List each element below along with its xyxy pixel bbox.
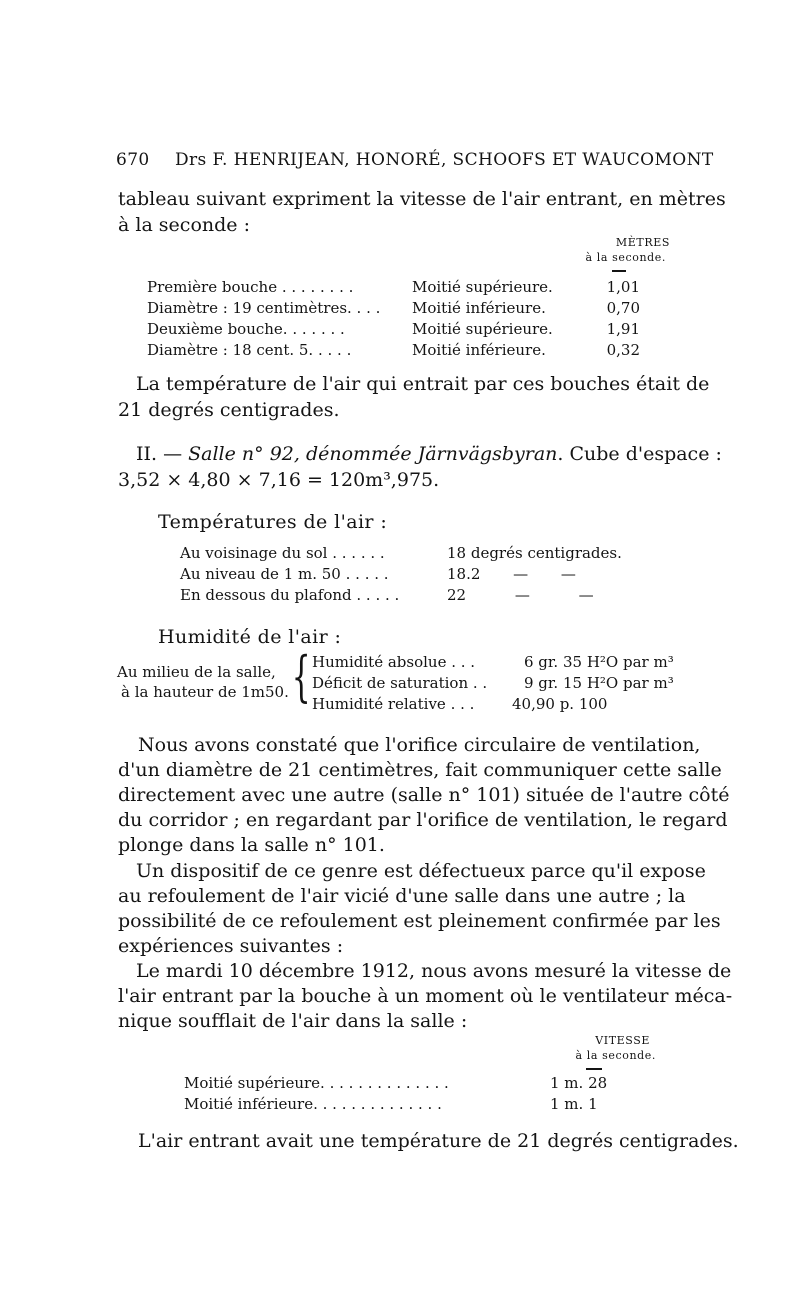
table2-unit-rule [586, 1068, 602, 1070]
intro-line-2: à la seconde : [118, 214, 250, 236]
table1-row-label: Deuxième bouche. . . . . . . [147, 320, 345, 338]
humidity-row-label: Humidité relative . . . [312, 695, 475, 713]
para1-line: du corridor ; en regardant par l'orifice de ventilation, le regard [118, 809, 728, 831]
humidity-heading: Humidité de l'air : [158, 626, 342, 648]
temperatures-heading: Températures de l'air : [158, 511, 388, 533]
final-line: L'air entrant avait une température de 21 degrés centigrades. [138, 1130, 739, 1152]
para2-line: possibilité de ce refoulement est pleinement confirmée par les [118, 910, 721, 932]
table1-row-label: Diamètre : 19 centimètres. . . . [147, 299, 381, 317]
para1-line: Nous avons constaté que l'orifice circulaire de ventilation, [138, 734, 701, 756]
humidity-row-label: Déficit de saturation . . [312, 674, 488, 692]
temperature-row-value: 22 — — [447, 586, 594, 604]
table2-row-value: 1 m. 28 [550, 1074, 608, 1092]
table1-unit-rule [612, 270, 626, 272]
table2-unit-subheader: à la seconde. [575, 1049, 656, 1062]
humidity-location-1: Au milieu de la salle, [117, 663, 276, 681]
temp-line-1: La température de l'air qui entrait par ces bouches était de [136, 373, 710, 395]
table1-unit-header: MÈTRES [615, 236, 670, 249]
para1-line: directement avec une autre (salle n° 101) située de l'autre côté [118, 784, 730, 806]
section-heading [136, 441, 722, 467]
humidity-row-label: Humidité absolue . . . [312, 653, 476, 671]
para3-line: nique soufflait de l'air dans la salle : [118, 1010, 468, 1032]
para3-line: l'air entrant par la bouche à un moment où le ventilateur méca- [118, 985, 733, 1007]
table1-row-value: 1,01 [606, 278, 640, 296]
left-brace: { [291, 645, 311, 708]
section-heading-rest: . Cube d'espace : [557, 443, 722, 465]
table2-row-label: Moitié supérieure. . . . . . . . . . . . . . [184, 1074, 449, 1092]
para2-line: expériences suivantes : [118, 935, 344, 957]
table1-row-value: 0,32 [606, 341, 640, 359]
cube-formula: 3,52 × 4,80 × 7,16 = 120m³,975. [118, 469, 440, 491]
section-title: Salle n° 92, dénommée Järnvägsbyran [188, 443, 558, 465]
humidity-row-value: 40,90 p. 100 [512, 695, 608, 713]
para2-line: Un dispositif de ce genre est défectueux parce qu'il expose [136, 860, 706, 882]
section-label: II. — [136, 443, 189, 465]
para1-line: plonge dans la salle n° 101. [118, 834, 385, 856]
temperature-row-label: Au niveau de 1 m. 50 . . . . . [180, 565, 389, 583]
table2-row-label: Moitié inférieure. . . . . . . . . . . . . . [184, 1095, 442, 1113]
running-header: Drs F. HENRIJEAN, HONORÉ, SCHOOFS ET WAUCOMONT [175, 150, 714, 170]
table2-row-value: 1 m. 1 [550, 1095, 598, 1113]
temperature-row-value: 18 degrés centigrades. [447, 544, 622, 562]
temperature-row-value: 18.2 — — [447, 565, 576, 583]
table1-row-label: Diamètre : 18 cent. 5. . . . . [147, 341, 352, 359]
intro-line-1: tableau suivant expriment la vitesse de l'air entrant, en mètres [118, 188, 726, 210]
table1-row-value: 0,70 [606, 299, 640, 317]
humidity-row-value: 9 gr. 15 H²O par m³ [524, 674, 674, 692]
table1-row-position: Moitié inférieure. [412, 341, 546, 359]
table1-row-label: Première bouche . . . . . . . . [147, 278, 354, 296]
temperature-row-label: En dessous du plafond . . . . . [180, 586, 400, 604]
table2-unit-header: VITESSE [595, 1034, 650, 1047]
para3-line: Le mardi 10 décembre 1912, nous avons mesuré la vitesse de [136, 960, 732, 982]
table1-row-position: Moitié supérieure. [412, 278, 553, 296]
para1-line: d'un diamètre de 21 centimètres, fait communiquer cette salle [118, 759, 722, 781]
humidity-row-value: 6 gr. 35 H²O par m³ [524, 653, 674, 671]
table1-row-position: Moitié supérieure. [412, 320, 553, 338]
table1-row-value: 1,91 [606, 320, 640, 338]
table1-unit-subheader: à la seconde. [585, 251, 666, 264]
humidity-location-2: à la hauteur de 1m50. [121, 683, 289, 701]
para2-line: au refoulement de l'air vicié d'une salle dans une autre ; la [118, 885, 686, 907]
table1-row-position: Moitié inférieure. [412, 299, 546, 317]
page-number: 670 [116, 150, 150, 170]
temperature-row-label: Au voisinage du sol . . . . . . [180, 544, 385, 562]
temp-line-2: 21 degrés centigrades. [118, 399, 340, 421]
